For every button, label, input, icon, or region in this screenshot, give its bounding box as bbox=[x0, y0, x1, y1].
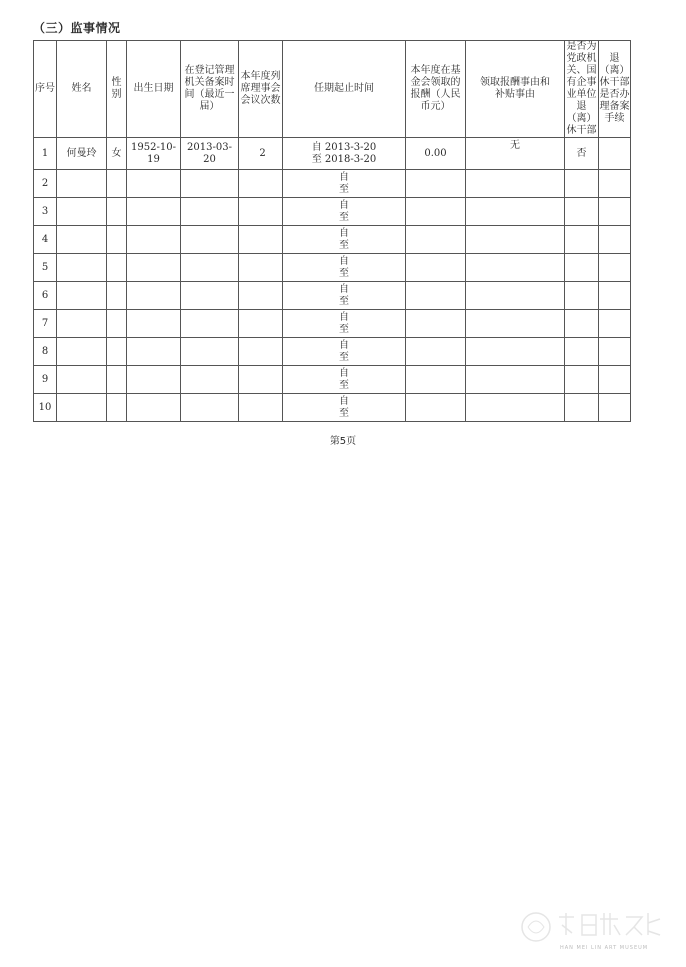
header-term: 任期起止时间 bbox=[283, 41, 406, 138]
cell-seq: 6 bbox=[34, 282, 57, 310]
cell-meetings bbox=[239, 394, 283, 422]
term-from: 自 bbox=[339, 199, 349, 211]
cell-term bbox=[283, 366, 406, 394]
table-row bbox=[34, 254, 631, 282]
cell-term bbox=[283, 226, 406, 254]
cell-registered bbox=[181, 366, 239, 394]
cell-birth bbox=[127, 254, 181, 282]
term-to: 至 bbox=[339, 211, 349, 223]
cell-reason: 无 bbox=[466, 138, 565, 170]
cell-seq: 3 bbox=[34, 198, 57, 226]
cell-meetings bbox=[239, 226, 283, 254]
cell-gender: 女 bbox=[107, 138, 127, 170]
supervisor-table bbox=[33, 40, 631, 422]
cell-name bbox=[57, 338, 107, 366]
cell-pay bbox=[406, 366, 466, 394]
table-row bbox=[34, 282, 631, 310]
cell-registered bbox=[181, 394, 239, 422]
term-from: 自 bbox=[339, 255, 349, 267]
cell-name bbox=[57, 226, 107, 254]
cell-seq: 5 bbox=[34, 254, 57, 282]
cell-retired bbox=[565, 282, 599, 310]
header-row bbox=[34, 41, 631, 138]
header-gender: 性别 bbox=[107, 41, 127, 138]
cell-pay bbox=[406, 282, 466, 310]
cell-filing bbox=[599, 394, 631, 422]
cell-reason bbox=[466, 310, 565, 338]
cell-name bbox=[57, 282, 107, 310]
cell-registered bbox=[181, 226, 239, 254]
cell-birth bbox=[127, 282, 181, 310]
cell-gender bbox=[107, 366, 127, 394]
cell-birth bbox=[127, 226, 181, 254]
cell-term bbox=[283, 198, 406, 226]
cell-birth bbox=[127, 310, 181, 338]
cell-gender bbox=[107, 226, 127, 254]
header-birth: 出生日期 bbox=[127, 41, 181, 138]
cell-filing bbox=[599, 226, 631, 254]
cell-name: 何曼玲 bbox=[57, 138, 107, 170]
cell-retired bbox=[565, 394, 599, 422]
header-registered: 在登记管理机关备案时间（最近一届） bbox=[181, 41, 239, 138]
cell-name bbox=[57, 198, 107, 226]
table-row bbox=[34, 366, 631, 394]
cell-birth bbox=[127, 170, 181, 198]
table-row bbox=[34, 394, 631, 422]
table-row bbox=[34, 170, 631, 198]
cell-birth bbox=[127, 366, 181, 394]
header-reason: 领取报酬事由和补贴事由 bbox=[466, 41, 565, 138]
cell-reason bbox=[466, 282, 565, 310]
cell-term bbox=[283, 254, 406, 282]
cell-term bbox=[283, 394, 406, 422]
cell-filing bbox=[599, 338, 631, 366]
cell-registered bbox=[181, 310, 239, 338]
cell-retired bbox=[565, 366, 599, 394]
cell-registered: 2013-03-20 bbox=[181, 138, 239, 170]
cell-filing bbox=[599, 282, 631, 310]
cell-reason bbox=[466, 226, 565, 254]
section-title: （三）监事情况 bbox=[33, 21, 121, 35]
cell-retired bbox=[565, 310, 599, 338]
term-to: 至 bbox=[339, 351, 349, 363]
cell-reason bbox=[466, 394, 565, 422]
cell-retired bbox=[565, 226, 599, 254]
table-row bbox=[34, 138, 631, 170]
cell-registered bbox=[181, 254, 239, 282]
cell-seq: 10 bbox=[34, 394, 57, 422]
term-to: 至 bbox=[339, 295, 349, 307]
term-to: 至 bbox=[339, 407, 349, 419]
cell-term bbox=[283, 170, 406, 198]
cell-filing bbox=[599, 366, 631, 394]
cell-gender bbox=[107, 310, 127, 338]
cell-pay bbox=[406, 394, 466, 422]
table-row bbox=[34, 198, 631, 226]
cell-seq: 9 bbox=[34, 366, 57, 394]
cell-seq: 4 bbox=[34, 226, 57, 254]
term-from: 自 bbox=[339, 395, 349, 407]
term-from: 自 bbox=[339, 367, 349, 379]
cell-gender bbox=[107, 338, 127, 366]
cell-filing bbox=[599, 310, 631, 338]
cell-pay bbox=[406, 310, 466, 338]
cell-reason bbox=[466, 366, 565, 394]
cell-gender bbox=[107, 170, 127, 198]
cell-birth bbox=[127, 338, 181, 366]
cell-reason bbox=[466, 170, 565, 198]
term-to: 至 bbox=[339, 239, 349, 251]
term-from: 自 2013-3-20 bbox=[311, 141, 377, 153]
cell-birth bbox=[127, 394, 181, 422]
header-pay: 本年度在基金会领取的报酬（人民币元） bbox=[406, 41, 466, 138]
term-from: 自 bbox=[339, 311, 349, 323]
cell-name bbox=[57, 394, 107, 422]
cell-retired bbox=[565, 338, 599, 366]
cell-registered bbox=[181, 282, 239, 310]
term-to: 至 bbox=[339, 379, 349, 391]
cell-name bbox=[57, 366, 107, 394]
header-seq: 序号 bbox=[34, 41, 57, 138]
cell-retired: 否 bbox=[565, 138, 599, 170]
table-row bbox=[34, 226, 631, 254]
term-from: 自 bbox=[339, 171, 349, 183]
term-to: 至 bbox=[339, 323, 349, 335]
cell-gender bbox=[107, 394, 127, 422]
cell-meetings bbox=[239, 310, 283, 338]
cell-seq: 1 bbox=[34, 138, 57, 170]
cell-term bbox=[283, 310, 406, 338]
cell-registered bbox=[181, 170, 239, 198]
table-row bbox=[34, 338, 631, 366]
term-to: 至 2018-3-20 bbox=[311, 153, 377, 165]
cell-pay bbox=[406, 198, 466, 226]
cell-gender bbox=[107, 254, 127, 282]
header-filing: 退（离）休干部是否办理备案手续 bbox=[599, 41, 631, 138]
header-retired: 是否为党政机关、国有企事业单位退（离）休干部 bbox=[566, 41, 597, 136]
cell-meetings bbox=[239, 282, 283, 310]
cell-reason bbox=[466, 254, 565, 282]
cell-name bbox=[57, 170, 107, 198]
cell-birth bbox=[127, 198, 181, 226]
cell-reason bbox=[466, 338, 565, 366]
cell-filing bbox=[599, 254, 631, 282]
cell-seq: 7 bbox=[34, 310, 57, 338]
cell-pay bbox=[406, 226, 466, 254]
cell-name bbox=[57, 310, 107, 338]
cell-registered bbox=[181, 338, 239, 366]
term-to: 至 bbox=[339, 183, 349, 195]
cell-filing bbox=[599, 138, 631, 170]
header-name: 姓名 bbox=[57, 41, 107, 138]
term-to: 至 bbox=[339, 267, 349, 279]
cell-meetings bbox=[239, 338, 283, 366]
cell-registered bbox=[181, 198, 239, 226]
cell-meetings: 2 bbox=[239, 138, 283, 170]
cell-gender bbox=[107, 198, 127, 226]
watermark-caption: HAN MEI LIN ART MUSEUM bbox=[560, 945, 649, 951]
cell-gender bbox=[107, 282, 127, 310]
cell-term bbox=[283, 338, 406, 366]
cell-meetings bbox=[239, 366, 283, 394]
cell-filing bbox=[599, 170, 631, 198]
term-from: 自 bbox=[339, 339, 349, 351]
cell-meetings bbox=[239, 254, 283, 282]
cell-birth: 1952-10-19 bbox=[127, 138, 181, 170]
cell-meetings bbox=[239, 198, 283, 226]
term-from: 自 bbox=[339, 283, 349, 295]
cell-pay: 0.00 bbox=[406, 138, 466, 170]
cell-pay bbox=[406, 254, 466, 282]
cell-term bbox=[283, 138, 406, 170]
cell-retired bbox=[565, 198, 599, 226]
cell-seq: 8 bbox=[34, 338, 57, 366]
table-row bbox=[34, 310, 631, 338]
cell-filing bbox=[599, 198, 631, 226]
cell-term bbox=[283, 282, 406, 310]
cell-retired bbox=[565, 254, 599, 282]
cell-pay bbox=[406, 338, 466, 366]
term-from: 自 bbox=[339, 227, 349, 239]
cell-seq: 2 bbox=[34, 170, 57, 198]
page-number: 第5页 bbox=[329, 436, 357, 447]
cell-reason bbox=[466, 198, 565, 226]
header-meetings: 本年度列席理事会会议次数 bbox=[239, 41, 283, 138]
cell-pay bbox=[406, 170, 466, 198]
cell-name bbox=[57, 254, 107, 282]
cell-retired bbox=[565, 170, 599, 198]
cell-meetings bbox=[239, 170, 283, 198]
